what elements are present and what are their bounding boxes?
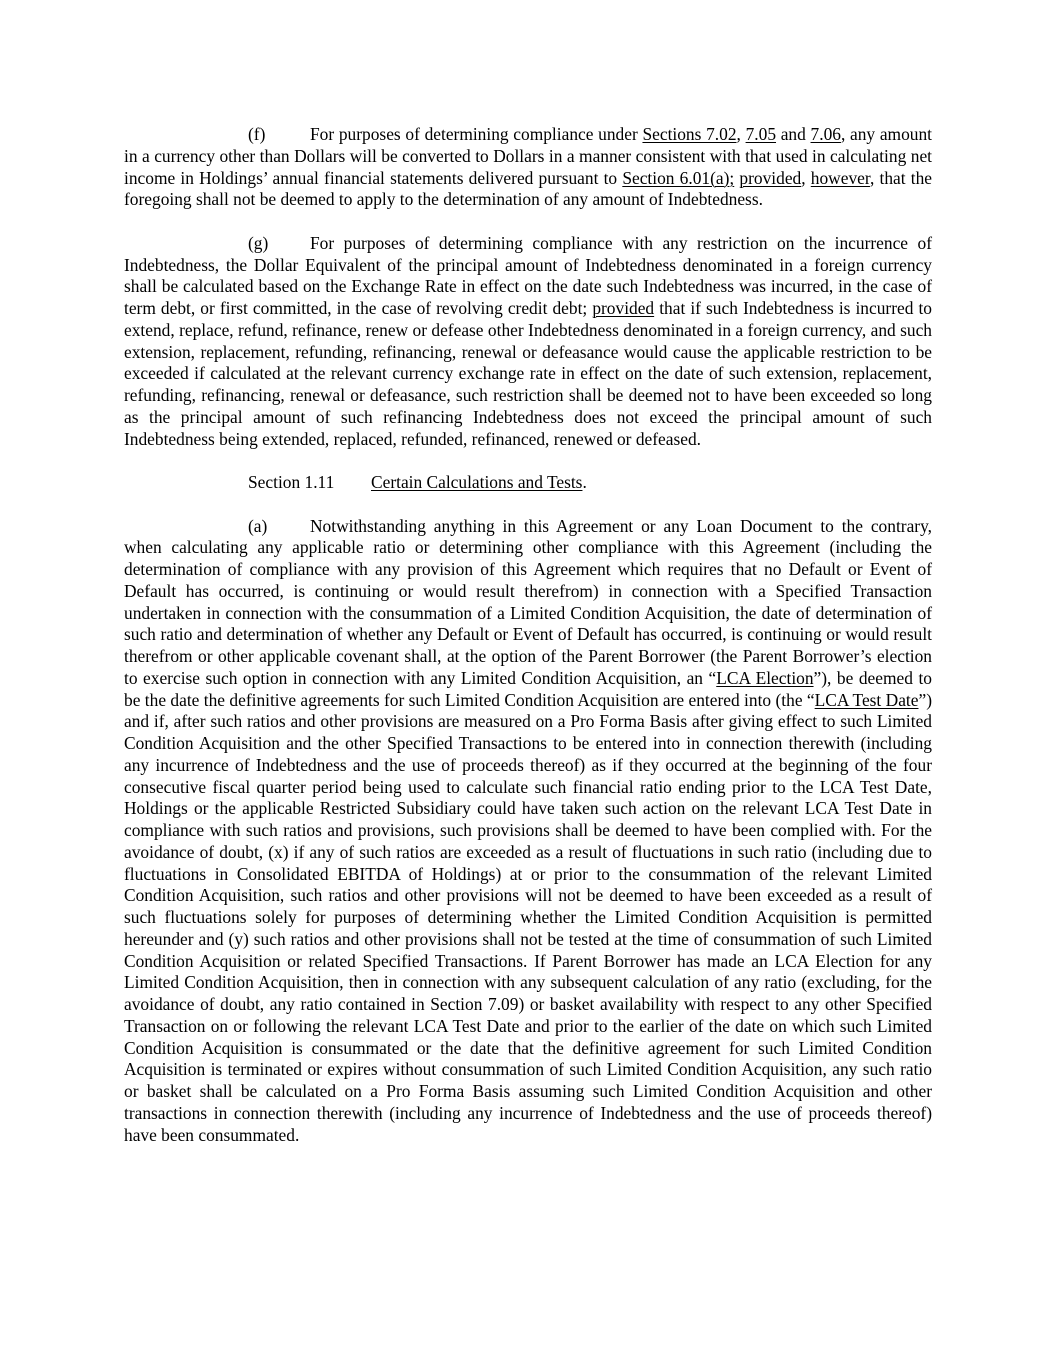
paragraph-label: (f) bbox=[248, 124, 266, 144]
paragraph-g: (g) For purposes of determining compliance with any restriction on the incurrence of Indebtedness, the Dollar Equivalent of the principal amount of Indebtedness denominated in a foreign currency shall be calculated based on the Exchange Rate in effect on the date such Indebtedness was incurred, in the case of term debt, or first committed, in the case of revolving credit debt; provided that if such Indebtedness is incurred to extend, replace, refund, refinance, renew or defease other Indebtedness denominated in a foreign currency, and such extension, replacement, refunding, refinancing, renewal or defeasance would cause the applicable restriction to be exceeded if calculated at the relevant currency exchange rate in effect on the date of such extension, replacement, refunding, refinancing, renewal or defeasance, such restriction shall be deemed not to have been exceeded so long as the principal amount of such refinancing Indebtedness does not exceed the principal amount of such Indebtedness being extended, replaced, refunded, refinanced, renewed or defeased. bbox=[124, 232, 932, 449]
section-7-05-reference: 7.05 bbox=[745, 124, 777, 144]
paragraph-f: (f) For purposes of determining compliance under Sections 7.02, 7.05 and 7.06, any amount in a currency other than Dollars will be converted to Dollars in a manner consistent with that used in calculating net income in Holdings’ annual financial statements delivered pursuant to Section 6.01(a); provided, however, that the foregoing shall not be deemed to apply to the determination of any amount of Indebtedness. bbox=[124, 124, 932, 210]
lca-election-term: LCA Election bbox=[716, 667, 814, 688]
section-6-01a-reference: Section 6.01(a); bbox=[622, 167, 735, 188]
sections-7-02-reference: Sections 7.02 bbox=[642, 124, 737, 144]
paragraph-label: (a) bbox=[248, 515, 268, 536]
paragraph-label: (g) bbox=[248, 232, 269, 253]
section-heading: Section 1.11 Certain Calculations and Tests. bbox=[248, 472, 587, 492]
provided-term: provided bbox=[592, 298, 655, 318]
however-term: however bbox=[810, 167, 870, 188]
paragraph-a: (a) Notwithstanding anything in this Agreement or any Loan Document to the contrary, when calculating any applicable ratio or determining other compliance with this Agreement (including the determination of compliance with any provision of this Agreement which requires that no Default or Event of Default has occurred, is continuing or would result therefrom) in connection with a Specified Transaction undertaken in connection with the consummation of a Limited Condition Acquisition, the date of determination of such ratio and determination of whether any Default or Event of Default has occurred, is continuing or would result therefrom or other applicable covenant shall, at the option of the Parent Borrower (the Parent Borrower’s election to exercise such option in connection with any Limited Condition Acquisition, an “LCA Election”), be deemed to be the date the definitive agreements for such Limited Condition Acquisition are entered into (the “LCA Test Date”) and if, after such ratios and other provisions are measured on a Pro Forma Basis after giving effect to such Limited Condition Acquisition and the other Specified Transactions to be entered into in connection therewith (including any incurrence of Indebtedness and the use of proceeds thereof) as if they occurred at the beginning of the four consecutive fiscal quarter period being used to calculate such financial ratio ending prior to the LCA Test Date, Holdings or the applicable Restricted Subsidiary could have taken such action on the relevant LCA Test Date in compliance with such ratios and provisions, such provisions shall be deemed to have been complied with. For the avoidance of doubt, (x) if any of such ratios are exceeded as a result of fluctuations in such ratio (including due to fluctuations in Consolidated EBITDA of Holdings) at or prior to the consummation of the relevant Limited Condition Acquisition, such ratios and other provisions will not be deemed to have been exceeded as a result of such fluctuations solely for purposes of determining whether the Limited Condition Acquisition is permitted hereunder and (y) such ratios and other provisions shall not be tested at the time of consummation of such Limited Condition Acquisition or related Specified Transactions. If Parent Borrower has made an LCA Election for any Limited Condition Acquisition, then in connection with any subsequent calculation of any ratio (excluding, for the avoidance of doubt, any ratio contained in Section 7.09) or basket availability with respect to any other Specified Transaction on or following the relevant LCA Test Date and prior to the earlier of the date on which such Limited Condition Acquisition is consummated or the date that the definitive agreement for such Limited Condition Acquisition is terminated or expires without consummation of such Limited Condition Acquisition, any such ratio or basket shall be calculated on a Pro Forma Basis assuming such Limited Condition Acquisition and other transactions in connection therewith (including any incurrence of Indebtedness and the use of proceeds thereof) have been consummated. bbox=[124, 515, 932, 1145]
section-title: Certain Calculations and Tests bbox=[371, 472, 583, 492]
provided-term: provided bbox=[739, 167, 802, 188]
document-page bbox=[124, 124, 932, 1168]
lca-test-date-term: LCA Test Date bbox=[814, 689, 919, 710]
section-7-06-reference: 7.06 bbox=[810, 124, 841, 144]
section-heading-underlined bbox=[248, 472, 582, 492]
section-number: Section 1.11 bbox=[248, 472, 335, 492]
